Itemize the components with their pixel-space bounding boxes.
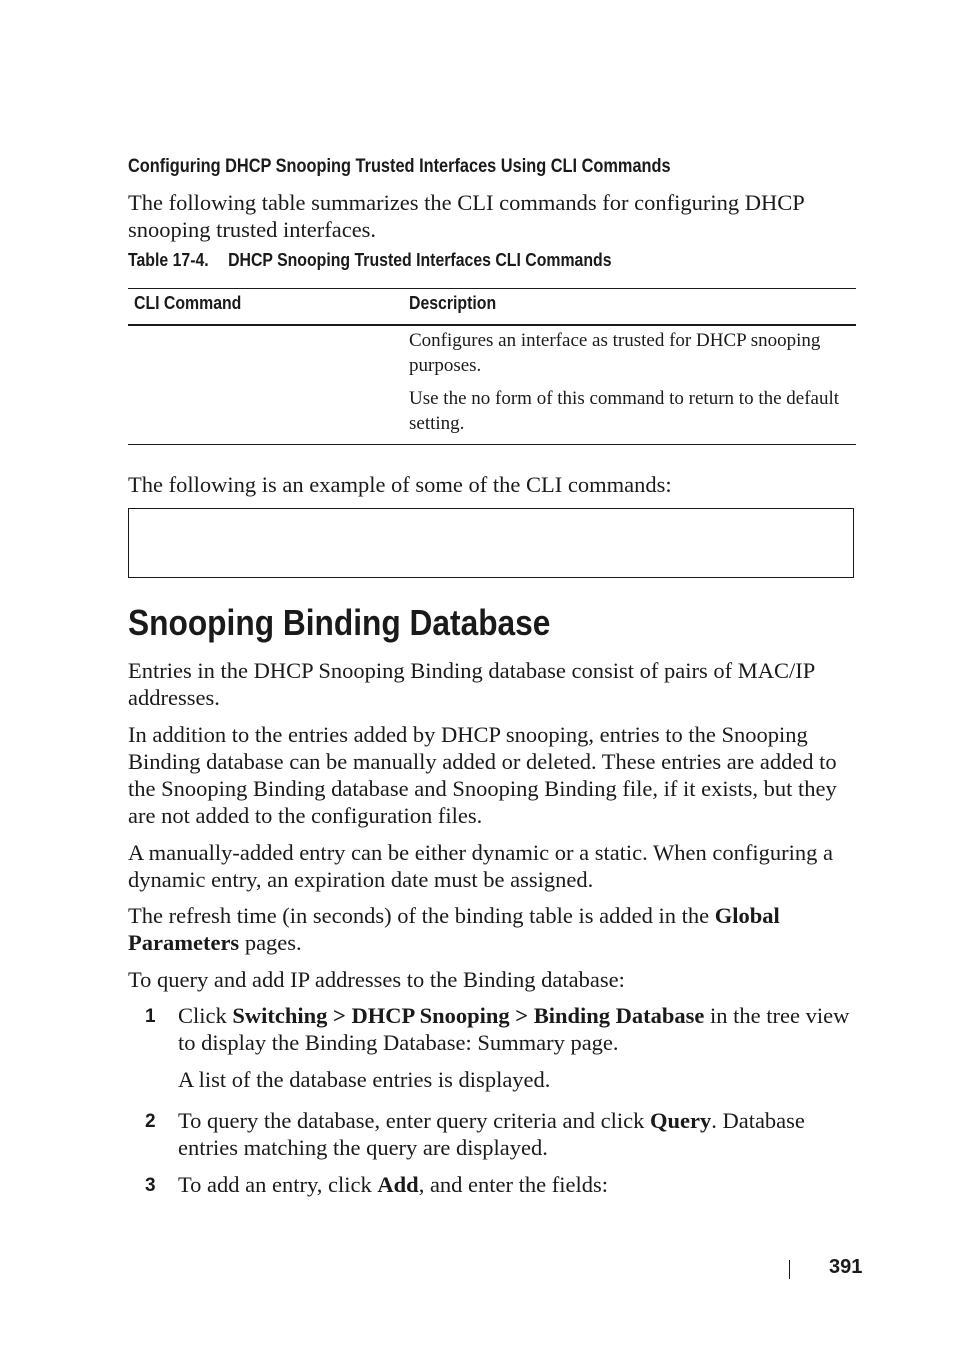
paragraph-query-intro: To query and add IP addresses to the Binding database: — [128, 967, 625, 992]
example-intro: The following is an example of some of the CLI commands: — [128, 472, 672, 497]
section-subheading: Configuring DHCP Snooping Trusted Interfaces Using CLI Commands — [128, 156, 671, 177]
step-note: A list of the database entries is displayed. — [178, 1067, 551, 1092]
table-header-cli-command: CLI Command — [134, 293, 242, 313]
query-button-label: Query — [649, 1108, 712, 1133]
step-text: To query the database, enter query criteria and click Query. Database entries matching the query are displayed. — [178, 1108, 805, 1160]
paragraph-manual-entries: In addition to the entries added by DHCP snooping, entries to the Snooping Binding database can be manually added or deleted. These entries are added to the Snooping Binding database and Snooping Binding file, if it exists, but they are not added to the configuration files. — [128, 722, 837, 828]
paragraph-entries: Entries in the DHCP Snooping Binding database consist of pairs of MAC/IP addresses. — [128, 658, 815, 710]
global-parameters-label: Global Parameters — [128, 903, 780, 955]
table-caption-title: DHCP Snooping Trusted Interfaces CLI Commands — [228, 250, 612, 270]
step-number: 3 — [145, 1175, 156, 1196]
table-header-description: Description — [409, 293, 497, 313]
table-cell-description-1: Configures an interface as trusted for DHCP snooping purposes. — [409, 330, 821, 376]
footer-divider — [789, 1260, 790, 1279]
table-header-rule — [128, 324, 856, 326]
intro-paragraph: The following table summarizes the CLI commands for configuring DHCP snooping trusted interfaces. — [128, 190, 804, 242]
table-caption-number: Table 17-4. — [128, 250, 209, 270]
step-text: Click Switching > DHCP Snooping > Binding Database in the tree view to display the Binding Database: Summary page. — [178, 1003, 850, 1055]
paragraph-refresh-time: The refresh time (in seconds) of the binding table is added in the Global Parameters pages. — [128, 903, 780, 955]
paragraph-dynamic-entry: A manually-added entry can be either dynamic or a static. When configuring a dynamic entry, an expiration date must be assigned. — [128, 840, 833, 892]
table-bottom-rule — [128, 444, 856, 445]
menu-path: Switching > DHCP Snooping > Binding Database — [232, 1003, 705, 1028]
page-number: 391 — [829, 1256, 863, 1278]
step-text: To add an entry, click Add, and enter the fields: — [178, 1172, 608, 1197]
table-cell-description-2: Use the no form of this command to return to the default setting. — [409, 388, 840, 434]
page-heading: Snooping Binding Database — [128, 602, 551, 643]
code-example-box — [128, 508, 854, 578]
table-top-rule — [128, 288, 856, 289]
add-button-label: Add — [377, 1172, 419, 1197]
step-number: 1 — [145, 1006, 156, 1027]
step-number: 2 — [145, 1111, 156, 1132]
table-caption — [128, 250, 612, 271]
